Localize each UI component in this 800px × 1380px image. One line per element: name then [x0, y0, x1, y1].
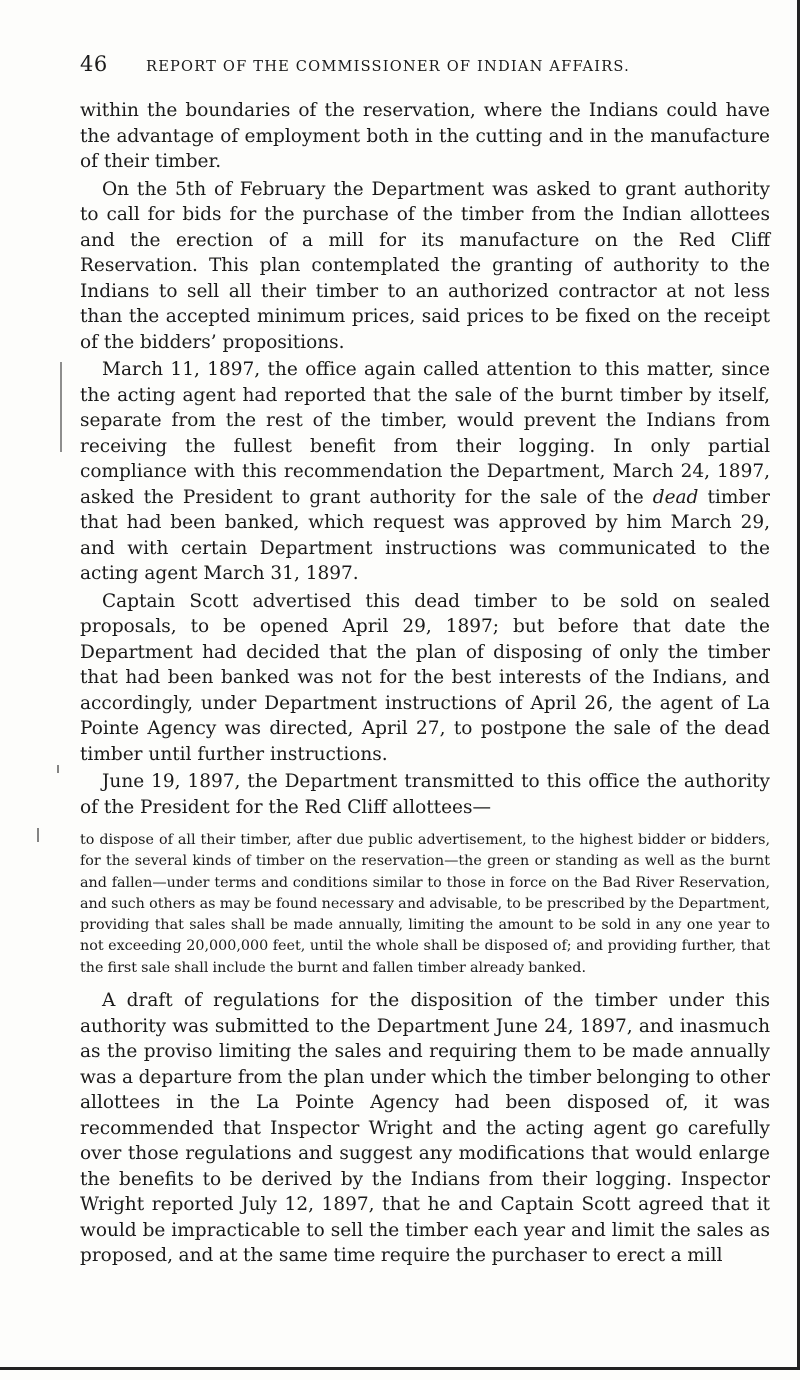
- running-head: REPORT OF THE COMMISSIONER OF INDIAN AFFAIRS.: [146, 58, 630, 75]
- paragraph-4: Captain Scott advertised this dead timber to be sold on sealed proposals, to be opened April 29, 1897; but before that date the Department had decided that the plan of disposing of only the timber that had been banked was not for the best interests of the Indians, and accordingly, under Department instructions of April 26, the agent of La Pointe Agency was directed, April 27, to postpone the sale of the dead timber until further instructions.: [80, 590, 770, 765]
- margin-mark-1: [60, 362, 62, 452]
- margin-mark-2: [57, 765, 59, 773]
- body-text: [80, 98, 770, 1269]
- page-header: [80, 52, 780, 80]
- emphasis-dead: dead: [652, 486, 699, 508]
- paragraph-3-part-b: timber that had been banked, which request was approved by him March 29, and with certain Department instructions was communicated to the acting agent March 31, 1897.: [80, 486, 770, 584]
- paragraph-6: A draft of regulations for the disposition of the timber under this authority was submitted to the Department June 24, 1897, and inasmuch as the proviso limiting the sales and requiring them to be made annually was a departure from the plan under which the timber belonging to other allottees in the La Pointe Agency had been disposed of, it was recommended that Inspector Wright and the acting agent go carefully over those regulations and suggest any modifications that would enlarge the benefits to be derived by the Indians from their logging. Inspector Wright reported July 12, 1897, that he and Captain Scott agreed that it would be impracticable to sell the timber each year and limit the sales as proposed, and at the same time require the purchaser to erect a mill: [80, 990, 770, 1267]
- paragraph-3-part-a: March 11, 1897, the office again called attention to this matter, since the acting agent had reported that the sale of the burnt timber by itself, separate from the rest of the timber, would prevent the Indians from receiving the fullest benefit from their logging. In only partial compliance with this recommendation the Department, March 24, 1897, asked the President to grant authority for the sale of the: [80, 359, 770, 508]
- paragraph-5: June 19, 1897, the Department transmitted to this office the authority of the President for the Red Cliff allottees—: [80, 771, 770, 818]
- paragraph-3: [80, 357, 770, 587]
- page-number: 46: [80, 52, 108, 76]
- paragraph-1: within the boundaries of the reservation, where the Indians could have the advantage of employment both in the cutting and in the manufacture of their timber.: [80, 100, 770, 172]
- paragraph-2: On the 5th of February the Department was asked to grant authority to call for bids for the purchase of the timber from the Indian allottees and the erection of a mill for its manufacture on the Red Cliff Reservation. This plan contemplated the granting of authority to the Indians to sell all their timber to an authorized contractor at not less than the accepted minimum prices, said prices to be fixed on the receipt of the bidders’ propositions.: [80, 178, 770, 353]
- margin-mark-3: [37, 828, 39, 842]
- scan-bottom-edge: [0, 1367, 800, 1370]
- block-quote: to dispose of all their timber, after due public advertisement, to the highest bidder or bidders, for the several kinds of timber on the reservation—the green or standing as well as the burnt and fallen—under terms and conditions similar to those in force on the Bad River Reservation, and such others as may be found necessary and advisable, to be prescribed by the Department, providing that sales shall be made annually, limiting the amount to be sold in any one year to not exceeding 20,000,000 feet, until the whole shall be disposed of; and providing further, that the first sale shall include the burnt and fallen timber already banked.: [80, 832, 770, 976]
